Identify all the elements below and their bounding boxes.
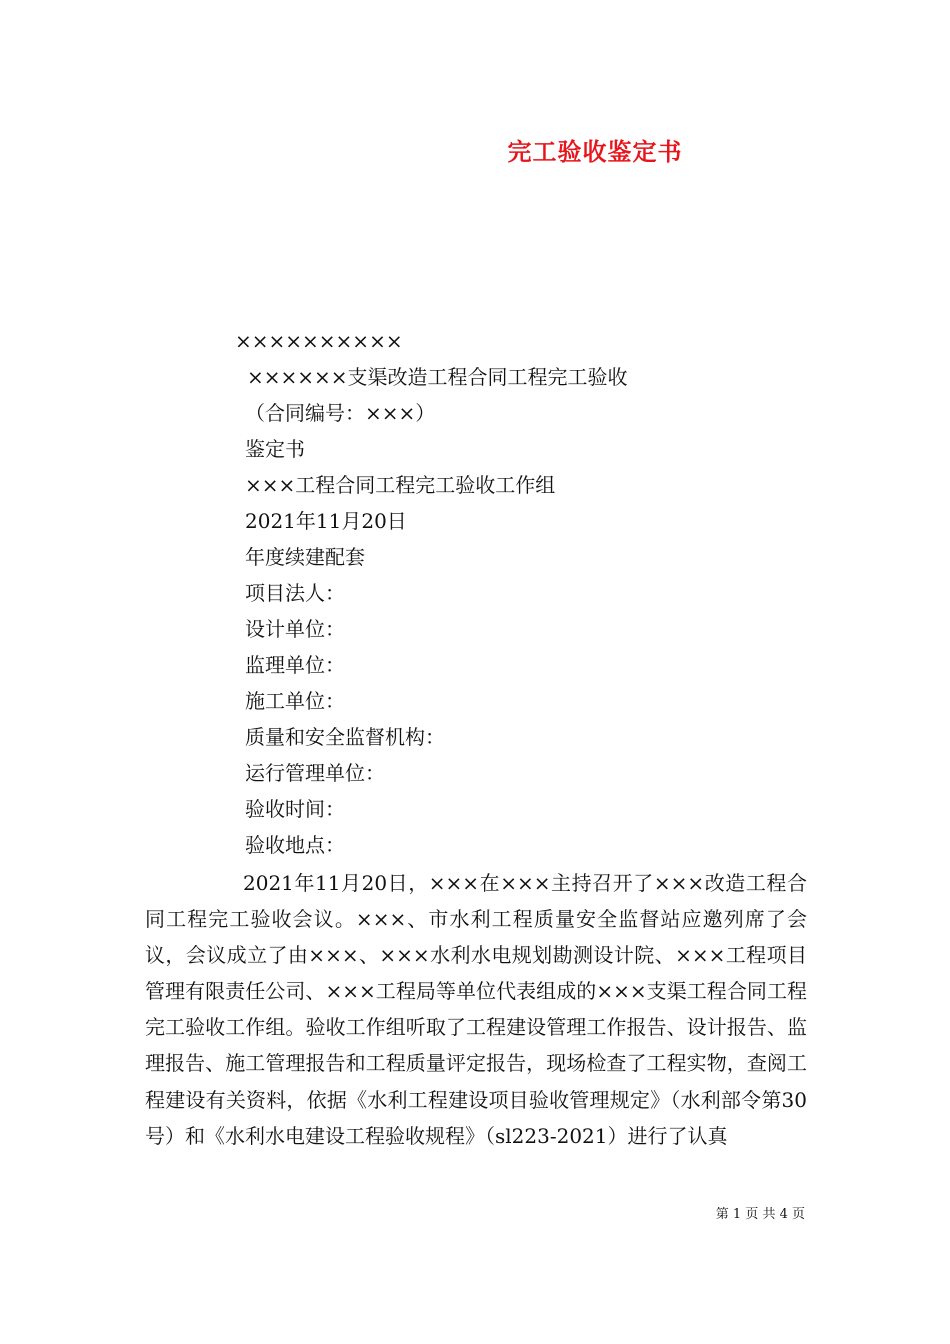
field-acceptance-location: 验收地点： [245, 833, 345, 857]
field-quality-safety-agency: 质量和安全监督机构： [245, 725, 445, 749]
field-operation-unit: 运行管理单位： [245, 761, 385, 785]
field-acceptance-time: 验收时间： [245, 797, 345, 821]
header-line-working-group: ×××工程合同工程完工验收工作组 [245, 473, 556, 497]
field-construction-unit: 施工单位： [245, 689, 345, 713]
header-line-placeholder: ×××××××××× [235, 329, 403, 353]
body-paragraph: 2021年11月20日，×××在×××主持召开了×××改造工程合同工程完工验收会议。×××、市水利工程质量安全监督站应邀列席了会议，会议成立了由×××、×××水利水电规划勘测设计院、×××工程项目管理有限责任公司、×××工程局等单位代表组成的×××支渠工程合同工程完工验收工作组。验收工作组听取了工程建设管理工作报告、设计报告、监理报告、施工管理报告和工程质量评定报告，现场检查了工程实物，查阅工程建设有关资料，依据《水利工程建设项目验收管理规定》（水利部令第30号）和《水利水电建设工程验收规程》（sl223-2021）进行了认真 [145, 871, 807, 1148]
document-title: 完工验收鉴定书 [507, 137, 683, 166]
header-line-date: 2021年11月20日 [245, 509, 407, 533]
field-design-unit: 设计单位： [245, 617, 345, 641]
header-line-doc-type: 鉴定书 [245, 437, 305, 461]
page-number-footer: 第 1 页 共 4 页 [715, 1207, 805, 1222]
header-line-project-name: ××××××支渠改造工程合同工程完工验收 [247, 365, 628, 389]
header-line-annual: 年度续建配套 [245, 545, 365, 569]
field-project-legal-person: 项目法人： [245, 581, 345, 605]
header-block [235, 323, 835, 863]
field-supervision-unit: 监理单位： [245, 653, 345, 677]
header-line-contract-number: （合同编号：×××） [245, 401, 436, 425]
